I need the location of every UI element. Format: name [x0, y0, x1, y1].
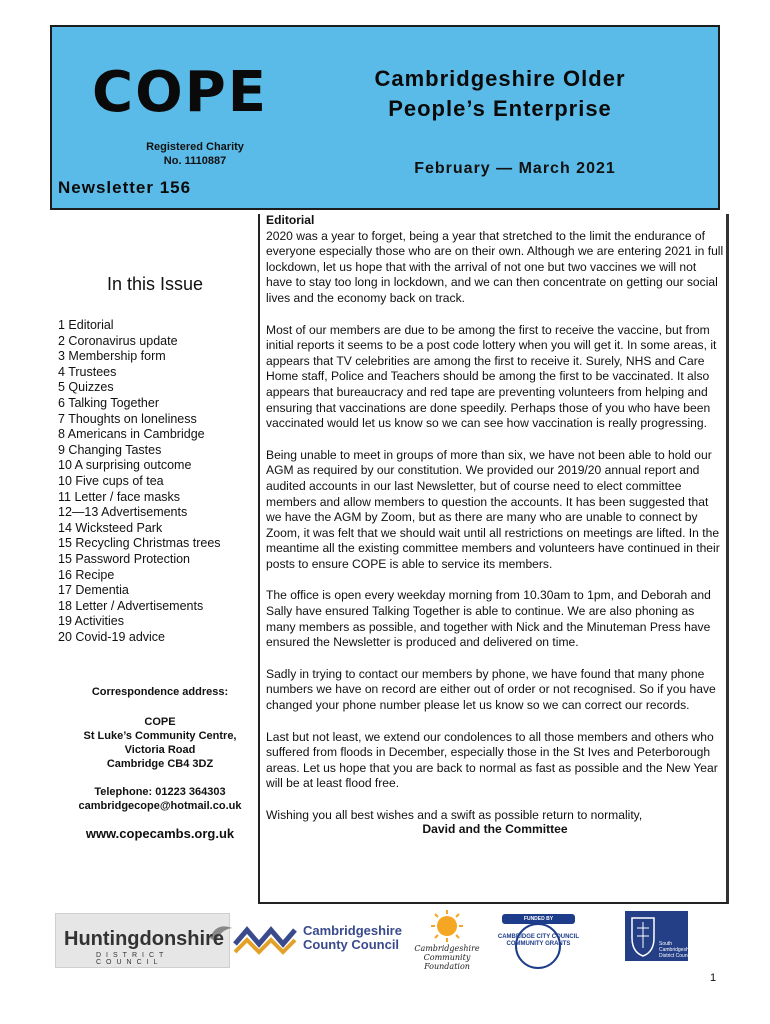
- editorial-title: Editorial: [266, 213, 315, 227]
- toc-item: 7 Thoughts on loneliness: [58, 411, 197, 426]
- editorial-right-border: [726, 214, 729, 904]
- issue-date: February — March 2021: [414, 160, 616, 177]
- telephone: Telephone: 01223 364303: [94, 786, 226, 798]
- registered-charity: [140, 140, 250, 168]
- cambridgeshire-county-council-logo: [233, 918, 413, 962]
- city-line1: CAMBRIDGE CITY COUNCIL: [497, 934, 580, 940]
- email-link[interactable]: cambridgecope@hotmail.co.uk: [78, 800, 242, 812]
- toc-item: 16 Recipe: [58, 567, 115, 582]
- editorial-paragraph: Last but not least, we extend our condolences to all those members and others who suffered from floods in December, especially those in the St Ives and Peterborough areas. Let us hope that you are back to normal as fast as possible and the New Year will be at least flood free.: [266, 729, 718, 791]
- community-foundation-text: Cambridgeshire Community Foundation: [414, 944, 480, 971]
- contact-details: [60, 785, 260, 813]
- editorial-paragraph: The office is open every weekday morning from 10.30am to 1pm, and Deborah and Sally have ensured Talking Together is able to continue. We are also phoning as many members as possible, and together with Nick and the Minuteman Press have ensured the Newsletter is produced and delivered on time.: [266, 588, 711, 650]
- cambridge-city-council-logo: [496, 914, 581, 969]
- correspondence-block: [60, 685, 260, 841]
- toc-item: 3 Membership form: [58, 349, 166, 364]
- sun-icon: [427, 908, 467, 944]
- toc-item: 12—13 Advertisements: [58, 505, 188, 520]
- ccc-text: [303, 924, 402, 952]
- postal-address: [60, 715, 260, 771]
- scdc-line3: District Council: [659, 953, 693, 959]
- crest-icon: [628, 914, 658, 958]
- ccc-line2: County Council: [303, 937, 400, 952]
- org-name-line1: Cambridgeshire Older: [374, 66, 626, 91]
- scdc-line2: Cambridgeshire: [659, 947, 695, 953]
- editorial-paragraph: 2020 was a year to forget, being a year that stretched to the limit the endurance of everyone especially those who are on their own. Although we are entering 2021 in full lockdown, let us hope that with the arrival of not one but two vaccines we will not have to stay too long in lockdown, and we can then concentrate on getting our social lives and the economy back on track.: [266, 228, 724, 305]
- page-number: 1: [710, 972, 717, 984]
- toc-item: 5 Quizzes: [58, 380, 114, 395]
- toc-item: 17 Dementia: [58, 583, 129, 598]
- editorial-left-border: [258, 214, 260, 904]
- editorial-paragraph: Sadly in trying to contact our members by phone, we have found that many phone numbers we have on record are either out of order or not recognised. So if you have changed your phone number please let us know so we can correct our records.: [266, 666, 716, 713]
- correspondence-label: Correspondence address:: [91, 686, 229, 698]
- toc-item: 11 Letter / face masks: [58, 489, 181, 504]
- toc-item: 19 Activities: [58, 614, 125, 629]
- community-foundation-logo: [412, 908, 482, 978]
- toc-item: 15 Recycling Christmas trees: [58, 536, 221, 551]
- toc-item: 20 Covid-19 advice: [58, 629, 166, 644]
- ccc-line1: Cambridgeshire: [303, 923, 402, 938]
- address-line: St Luke’s Community Centre,: [83, 730, 237, 742]
- toc-item: 14 Wicksteed Park: [58, 520, 163, 535]
- toc-item: 15 Password Protection: [58, 551, 191, 566]
- organisation-name: [340, 64, 660, 124]
- toc-item: 18 Letter / Advertisements: [58, 598, 204, 613]
- toc-item: 6 Talking Together: [58, 395, 160, 410]
- org-name-line2: People’s Enterprise: [388, 96, 612, 121]
- registered-charity-label: Registered Charity: [146, 141, 244, 153]
- address-name: COPE: [144, 716, 176, 728]
- editorial-signature: David and the Committee: [422, 821, 568, 836]
- toc-item: 10 Five cups of tea: [58, 473, 164, 488]
- address-line: Cambridge CB4 3DZ: [106, 758, 214, 770]
- editorial-bottom-border: [258, 902, 728, 904]
- toc-item: 10 A surprising outcome: [58, 458, 192, 473]
- brand-title: COPE: [92, 60, 268, 125]
- toc-item: 9 Changing Tastes: [58, 442, 162, 457]
- charity-number: No. 1110887: [163, 155, 227, 167]
- scdc-text: [659, 941, 694, 959]
- editorial-article: [266, 213, 724, 837]
- city-line2: COMMUNITY GRANTS: [506, 941, 571, 947]
- huntingdonshire-subtitle: DISTRICT COUNCIL: [96, 952, 169, 966]
- website-link[interactable]: www.copecambs.org.uk: [85, 826, 235, 841]
- south-cambridgeshire-logo: [625, 911, 695, 961]
- in-this-issue-heading: In this Issue: [106, 274, 204, 294]
- wave-icon: [233, 918, 303, 958]
- newsletter-number: Newsletter 156: [58, 178, 192, 197]
- editorial-paragraph: Most of our members are due to be among the first to receive the vaccine, but from initial reports it seems to be a post code lottery when you will get it. In some areas, it appears that TV celebrities are among the first to receive it. Surely, NHS and Care Home staff, Police and Teachers should be among the first to be vaccinated. It also appears that bureaucracy and red tape are preventing volunteers from helping and ensuring that vaccinations are done speedily. Perhaps those of you who have been vaccinated would let us know so we can see how vaccination is really progressing.: [266, 322, 717, 431]
- scdc-line1: South: [659, 941, 673, 947]
- huntingdonshire-logo: [55, 913, 230, 968]
- toc-item: 4 Trustees: [58, 364, 117, 379]
- city-council-text: [496, 934, 581, 948]
- city-funded-by: FUNDED BY: [523, 916, 554, 922]
- editorial-closing: Wishing you all best wishes and a swift as possible return to normality,: [266, 808, 643, 822]
- table-of-contents: [58, 318, 221, 645]
- toc-item: 8 Americans in Cambridge: [58, 427, 205, 442]
- huntingdonshire-name: Huntingdonshire: [64, 928, 224, 950]
- toc-item: 1 Editorial: [58, 318, 114, 332]
- address-line: Victoria Road: [124, 744, 196, 756]
- editorial-paragraph: Being unable to meet in groups of more than six, we have not been able to hold our AGM as required by our constitution. We provided our 2019/20 annual report and audited accounts in our last Newsletter, but of course need to elect committee members and allow members to question the accounts. It has been suggested that we have the AGM by Zoom, but as there are many who are unable to connect by Zoom, it was felt that we should wait until all restrictions on meetings are lifted. In the meantime all the existing committee members and volunteers have continued in their posts to ensure COPE is able to service its members.: [266, 447, 720, 571]
- toc-item: 2 Coronavirus update: [58, 333, 178, 348]
